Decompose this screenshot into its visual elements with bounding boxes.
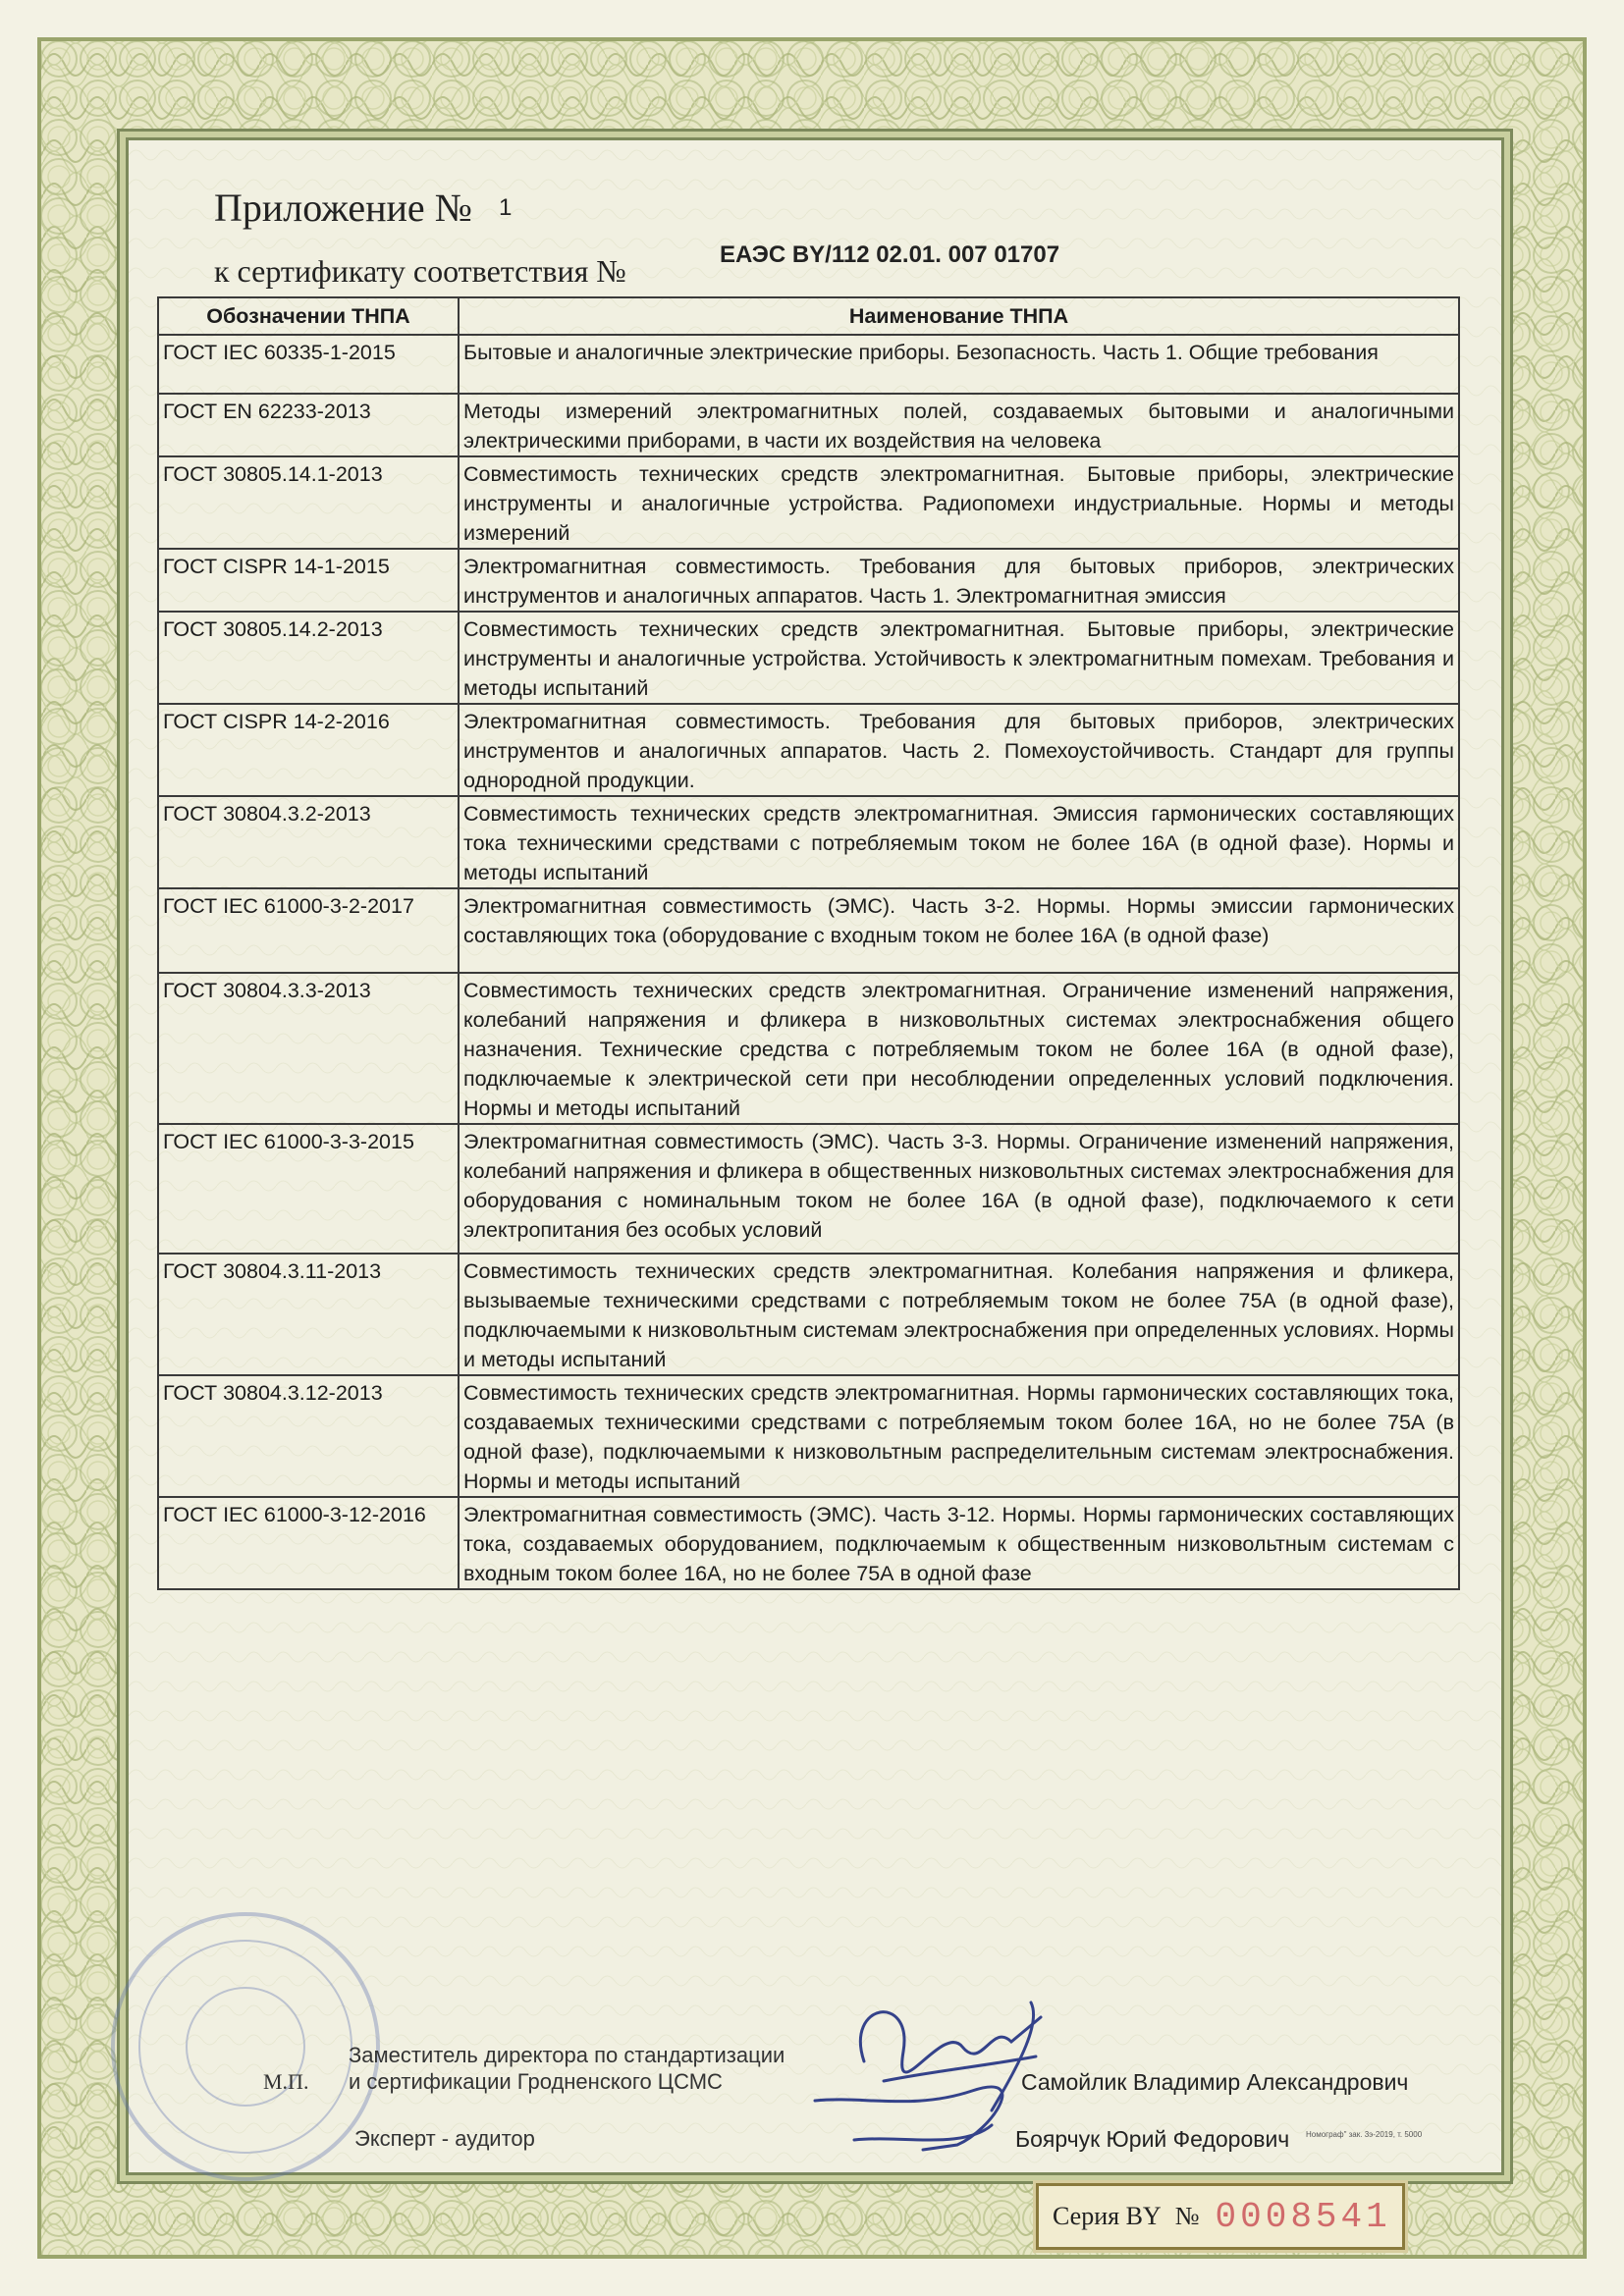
table-row [158, 456, 1459, 549]
table-row [158, 394, 1459, 456]
column-header-name: Наименование ТНПА [459, 297, 1459, 335]
table-body [158, 335, 1459, 1589]
series-number-sign: № [1174, 2202, 1200, 2230]
table-row [158, 1124, 1459, 1254]
standard-name-cell: Методы измерений электромагнитных полей, создаваемых бытовыми и аналогичными электрическими приборами, в части их воздействия на человека [459, 394, 1459, 456]
appendix-title: Приложение № [214, 186, 472, 230]
table-row [158, 1254, 1459, 1375]
standard-name-cell: Совместимость технических средств электромагнитная. Бытовые приборы, электрические инструменты и аналогичные устройства. Радиопомехи индустриальные. Нормы и методы измерений [459, 456, 1459, 549]
printer-note: Номограф" зак. 3э-2019, т. 5000 [1306, 2130, 1423, 2139]
standard-code-cell: ГОСТ CISPR 14-2-2016 [158, 704, 459, 796]
standard-code-cell: ГОСТ IEC 61000-3-3-2015 [158, 1124, 459, 1254]
standard-name-cell: Электромагнитная совместимость. Требования для бытовых приборов, электрических инструментов и аналогичных аппаратов. Часть 1. Электромагнитная эмиссия [459, 549, 1459, 612]
table-row [158, 335, 1459, 394]
table-header-row [158, 297, 1459, 335]
table-row [158, 612, 1459, 704]
standard-code-cell: ГОСТ IEC 60335-1-2015 [158, 335, 459, 394]
certificate-label: к сертификату соответствия № [214, 253, 626, 289]
series-number-box [1036, 2183, 1405, 2250]
standard-name-cell: Электромагнитная совместимость (ЭМС). Часть 3-12. Нормы. Нормы гармонических составляющих тока, создаваемых оборудованием, подключаемым к общественным низковольтным системам с входным током более 16А, но не более 75А в одной фазе [459, 1497, 1459, 1589]
table-row [158, 1497, 1459, 1589]
standard-code-cell: ГОСТ IEC 61000-3-12-2016 [158, 1497, 459, 1589]
standard-name-cell: Совместимость технических средств электромагнитная. Ограничение изменений напряжения, колебаний напряжения и фликера в низковольтных системах электроснабжения общего назначения. Технические средства с потребляемым током не более 16А (в одной фазе), подключаемые к электрической сети при несоблюдении определенных условий подключения. Нормы и методы испытаний [459, 973, 1459, 1124]
deputy-director-name: Самойлик Владимир Александрович [1021, 2069, 1409, 2095]
series-number: 0008541 [1215, 2196, 1391, 2237]
standard-code-cell: ГОСТ 30804.3.2-2013 [158, 796, 459, 888]
standard-name-cell: Совместимость технических средств электромагнитная. Эмиссия гармонических составляющих тока техническими средствами с потребляемым током не более 16А (в одной фазе). Нормы и методы испытаний [459, 796, 1459, 888]
table-row [158, 1375, 1459, 1497]
standard-code-cell: ГОСТ 30804.3.3-2013 [158, 973, 459, 1124]
standard-code-cell: ГОСТ 30804.3.12-2013 [158, 1375, 459, 1497]
column-header-code: Обозначении ТНПА [158, 297, 459, 335]
standard-code-cell: ГОСТ IEC 61000-3-2-2017 [158, 888, 459, 973]
deputy-title-line-1: Заместитель директора по стандартизации [349, 2043, 785, 2067]
standard-name-cell: Электромагнитная совместимость. Требования для бытовых приборов, электрических инструментов и аналогичных аппаратов. Часть 2. Помехоустойчивость. Стандарт для группы однородной продукции. [459, 704, 1459, 796]
table-row [158, 973, 1459, 1124]
standard-code-cell: ГОСТ 30805.14.2-2013 [158, 612, 459, 704]
expert-auditor-label: Эксперт - аудитор [354, 2126, 535, 2151]
deputy-director-title [349, 2042, 785, 2095]
series-label: Серия BY [1053, 2202, 1162, 2230]
standard-name-cell: Электромагнитная совместимость (ЭМС). Часть 3-3. Нормы. Ограничение изменений напряжения, колебаний напряжения и фликера в общественных низковольтных системах электроснабжения для оборудования с номинальным током не более 16А (в одной фазе), подключаемого к сети электропитания без особых условий [459, 1124, 1459, 1254]
standard-name-cell: Совместимость технических средств электромагнитная. Бытовые приборы, электрические инструменты и аналогичные устройства. Устойчивость к электромагнитным помехам. Требования и методы испытаний [459, 612, 1459, 704]
table-row [158, 704, 1459, 796]
table-row [158, 549, 1459, 612]
seal-placeholder-label: М.П. [263, 2069, 309, 2094]
standard-code-cell: ГОСТ EN 62233-2013 [158, 394, 459, 456]
standards-table [157, 296, 1460, 1590]
deputy-title-line-2: и сертификации Гродненского ЦСМС [349, 2069, 723, 2094]
standard-code-cell: ГОСТ CISPR 14-1-2015 [158, 549, 459, 612]
standard-code-cell: ГОСТ 30805.14.1-2013 [158, 456, 459, 549]
standard-name-cell: Электромагнитная совместимость (ЭМС). Часть 3-2. Нормы. Нормы эмиссии гармонических составляющих тока (оборудование с входным током не более 16А (в одной фазе) [459, 888, 1459, 973]
standard-code-cell: ГОСТ 30804.3.11-2013 [158, 1254, 459, 1375]
expert-auditor-name: Боярчук Юрий Федорович [1015, 2126, 1290, 2152]
table-row [158, 888, 1459, 973]
standard-name-cell: Совместимость технических средств электромагнитная. Колебания напряжения и фликера, вызываемые техническими средствами с потребляемым током не более 75А (в одной фазе), подключаемыми к низковольтным системам электроснабжения при определенных условиях. Нормы и методы испытаний [459, 1254, 1459, 1375]
certificate-number: ЕАЭС BY/112 02.01. 007 01707 [720, 241, 1060, 268]
standard-name-cell: Совместимость технических средств электромагнитная. Нормы гармонических составляющих тока, создаваемых техническими средствами с потребляемым током более 16А, но не более 75А (в одной фазе), подключаемыми к низковольтным распределительным системам электроснабжения. Нормы и методы испытаний [459, 1375, 1459, 1497]
table-row [158, 796, 1459, 888]
standard-name-cell: Бытовые и аналогичные электрические приборы. Безопасность. Часть 1. Общие требования [459, 335, 1459, 394]
appendix-number: 1 [499, 194, 513, 221]
